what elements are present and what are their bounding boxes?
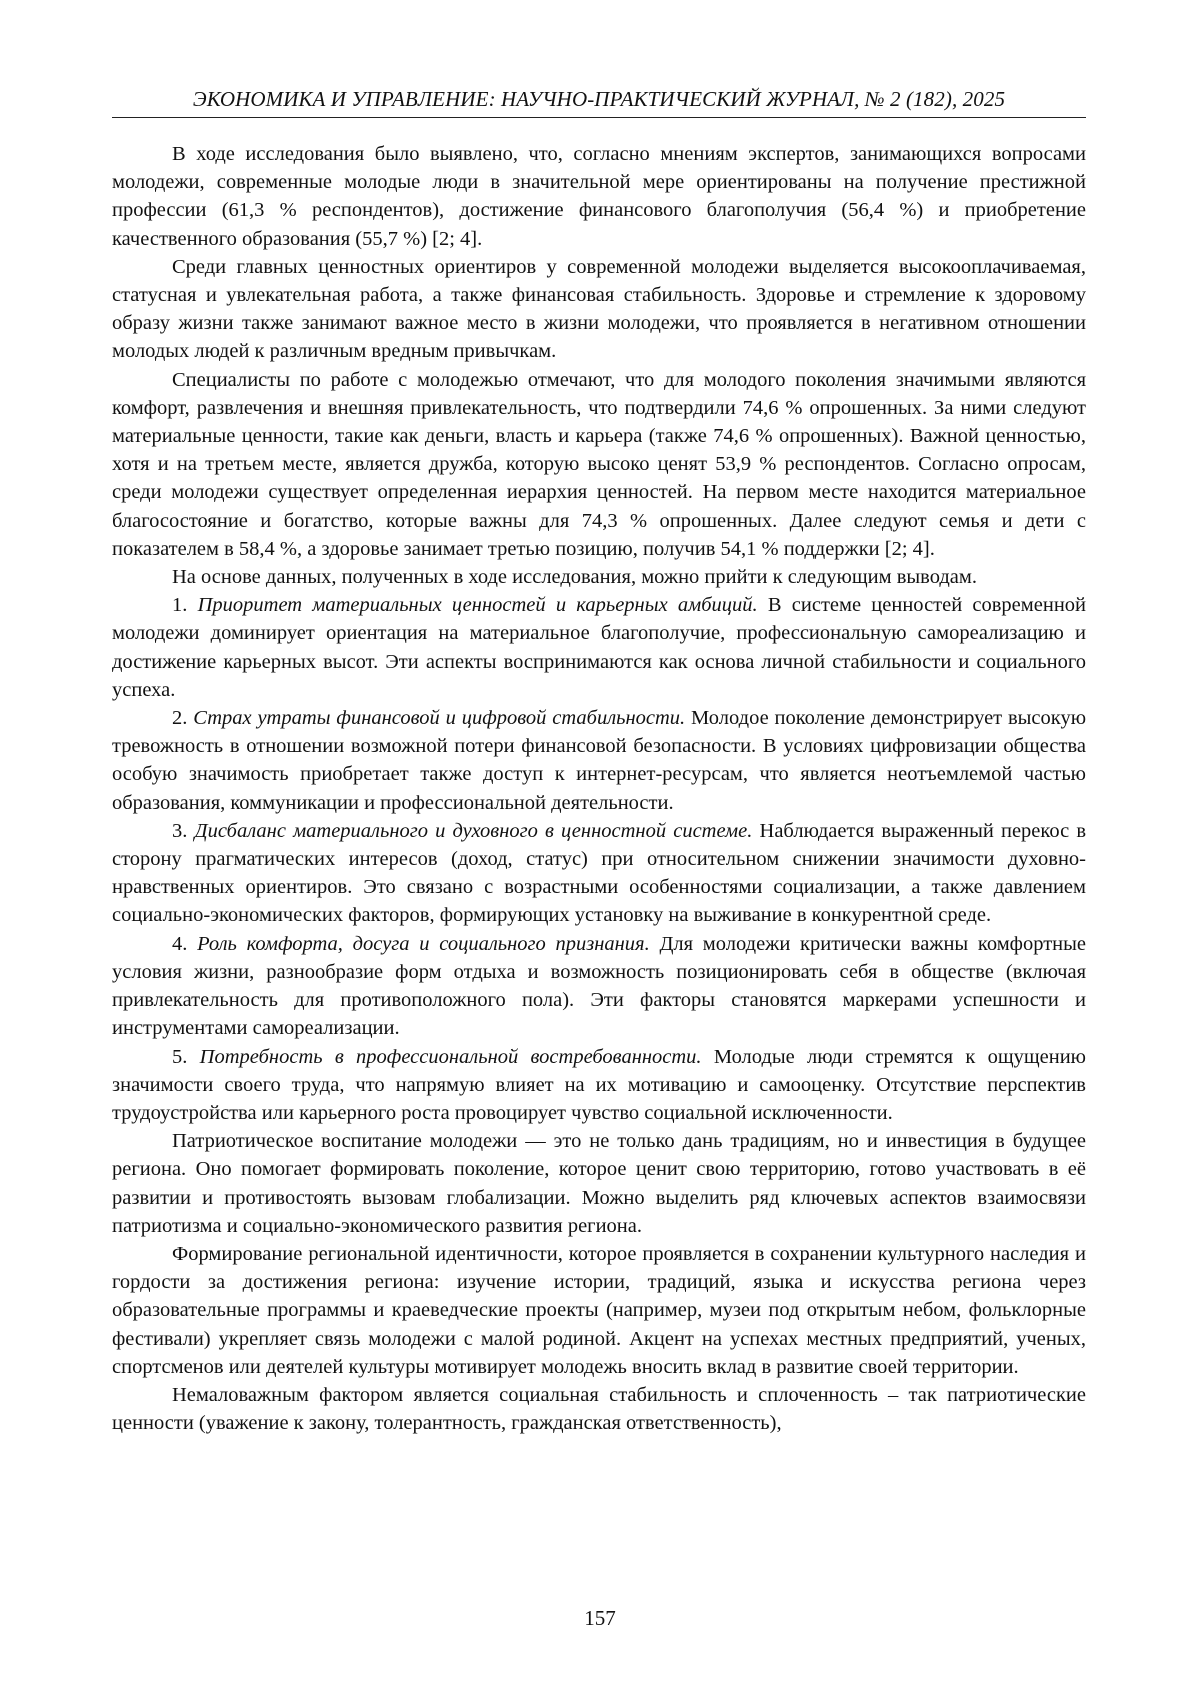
finding-number: 5. [172,1046,187,1068]
finding-title: Дисбаланс материального и духовного в ценностной системе. [195,820,753,842]
body-paragraph: На основе данных, полученных в ходе исследования, можно прийти к следующим выводам. [112,563,1086,591]
finding-text: Для молодежи критически важны комфортные условия жизни, разнообразие форм отдыха и возможность позиционировать себя в обществе (включая привлекательность для противоположного пола). Эти факторы становятся маркерами успешности и инструментами самореализации. [112,933,1086,1040]
finding-text: В системе ценностей со­временной молодежи доминирует ориентация на материальное благополучие, профессиональ­ную самореализацию и достижение карьерных высот. Эти аспекты воспринимаются как основа личной стабильности и социального успеха. [112,594,1086,701]
finding-item [112,1043,1086,1128]
finding-number: 3. [172,820,187,842]
header-rule [112,117,1086,118]
body-paragraph: Среди главных ценностных ориентиров у современной молодежи выделяется высоко­оплачиваемая, статусная и увлекательная работа, а также финансовая стабильность. Здоровье и стремление к здоровому образу жизни также занимают важное место в жизни молодежи, что проявляется в негативном отношении молодых людей к различным вредным привычкам. [112,253,1086,366]
finding-item [112,817,1086,930]
journal-page [0,0,1200,1698]
body-paragraph: В ходе исследования было выявлено, что, согласно мнениям экспертов, занимающихся вопросами молодежи, современные молодые люди в значительной мере ориентированы на по­лучение престижной профессии (61,3 % респондентов), достижение финансового благополучия (56,4 %) и приобретение качественного образования (55,7 %) [2; 4]. [112,140,1086,253]
finding-number: 4. [172,933,187,955]
finding-text: Наблюдается выражен­ный перекос в сторону прагматических интересов (доход, статус) при относительном снижении значимости духовно-нравственных ориентиров. Это связано с возрастными особенностями со­циализации, а также давлением социально-экономических факторов, формирующих установку на выживание в конкурентной среде. [112,820,1086,927]
finding-item [112,930,1086,1043]
body-paragraph: Немаловажным фактором является социальная стабильность и сплоченность – так патрио­тические ценности (уважение к закону, толерантность, гражданская ответственность), [112,1381,1086,1437]
running-header: ЭКОНОМИКА И УПРАВЛЕНИЕ: НАУЧНО-ПРАКТИЧЕСКИЙ ЖУРНАЛ, № 2 (182), 2025 [112,88,1086,111]
finding-number: 1. [172,594,187,616]
page-number: 157 [0,1606,1200,1631]
finding-text: Молодые люди стремятся к ощущению значимости своего труда, что напрямую влияет на их мотивацию и самооценку. От­сутствие перспектив трудоустройства или карьерного роста провоцирует чувство социальной исключенности. [112,1046,1086,1124]
finding-title: Страх утраты финансовой и цифровой стабильности. [193,707,685,729]
finding-text: Молодое поколение демонстри­рует высокую тревожность в отношении возможной потери финансовой безопасности. В усло­виях цифровизации общества особую значимость приобретает также доступ к интернет-ресурсам, что является неотъемлемой частью образования, коммуникации и профессиональной деятельности. [112,707,1086,814]
finding-item [112,704,1086,817]
finding-item [112,591,1086,704]
body-paragraph: Специалисты по работе с молодежью отмечают, что для молодого поколения значимыми являются комфорт, развлечения и внешняя привлекательность, что подтвердили 74,6 % опро­шенных. За ними следуют материальные ценности, такие как деньги, власть и карьера (также 74,6 % опрошенных). Важной ценностью, хотя и на третьем месте, является дружба, которую высоко ценят 53,9 % респондентов. Согласно опросам, среди молодежи существует определен­ная иерархия ценностей. На первом месте находится материальное благосостояние и богатство, которые важны для 74,3 % опрошенных. Далее следуют семья и дети с показателем в 58,4 %, а здоровье занимает третью позицию, получив 54,1 % поддержки [2; 4]. [112,366,1086,563]
finding-number: 2. [172,707,187,729]
finding-title: Приоритет материальных ценностей и карьерных амбиций. [198,594,758,616]
article-body [112,140,1086,1437]
body-paragraph: Патриотическое воспитание молодежи — это не только дань традициям, но и инвестиция в будущее региона. Оно помогает формировать поколение, которое ценит свою территорию, готово участвовать в её развитии и противостоять вызовам глобализации. Можно выделить ряд ключевых аспектов взаимосвязи патриотизма и социально-экономического развития региона. [112,1127,1086,1240]
finding-title: Роль комфорта, досуга и социального признания. [197,933,650,955]
body-paragraph: Формирование региональной идентичности, которое проявляется в сохранении культур­ного наследия и гордости за достижения региона: изучение истории, традиций, языка и искус­ства региона через образовательные программы и краеведческие проекты (например, музеи под открытым небом, фольклорные фестивали) укрепляет связь молодежи с малой родиной. Акцент на успехах местных предприятий, ученых, спортсменов или деятелей культуры мотивирует мо­лодежь вносить вклад в развитие своей территории. [112,1240,1086,1381]
finding-title: Потребность в профессиональной востребованности. [200,1046,702,1068]
